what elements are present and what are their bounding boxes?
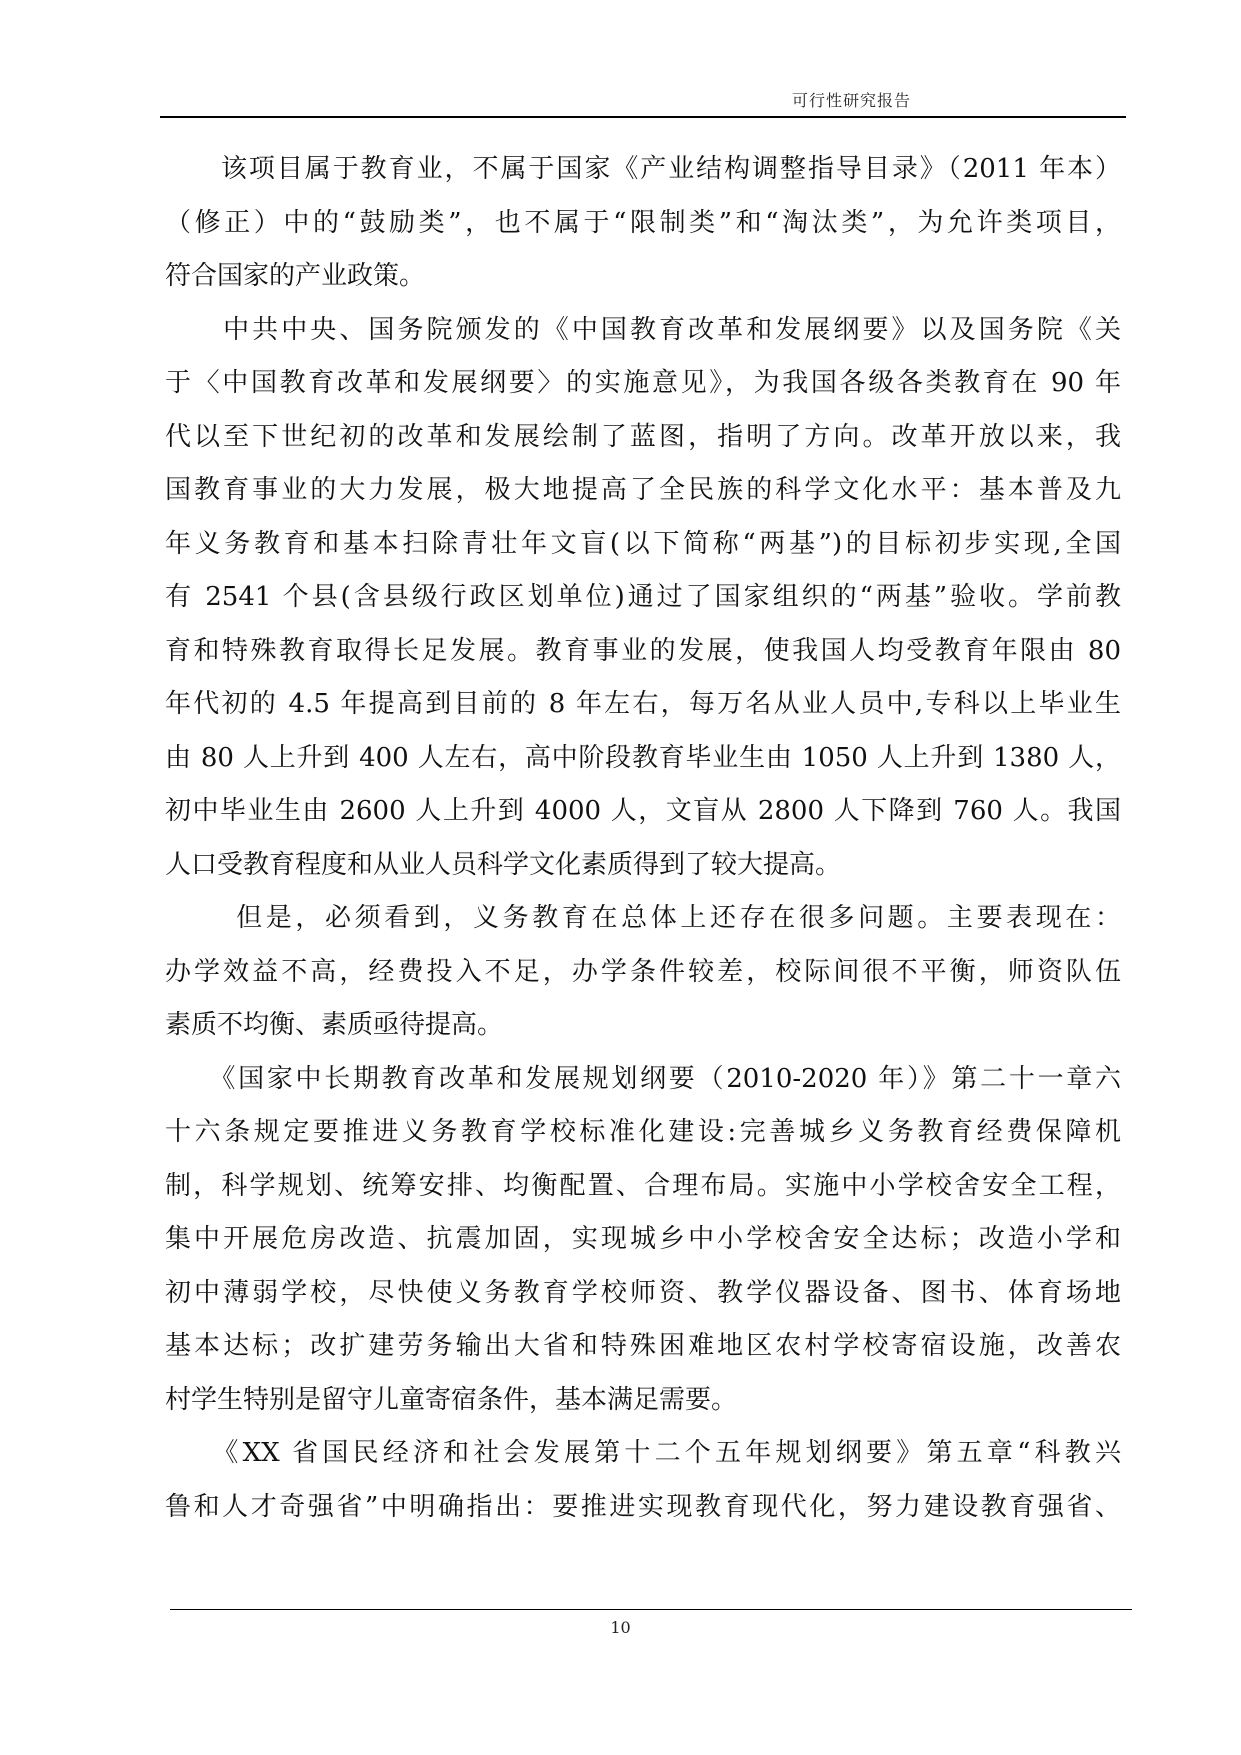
- body-line: 十六条规定要推进义务教育学校标准化建设:完善城乡义务教育经费保障机: [165, 1117, 1121, 1147]
- body-line: 由 80 人上升到 400 人左右，高中阶段教育毕业生由 1050 人上升到 1380 人，: [165, 742, 1121, 773]
- body-line: 符合国家的产业政策。: [165, 261, 426, 291]
- body-line: （修正）中的“鼓励类”，也不属于“限制类”和“淘汰类”，为允许类项目，: [165, 207, 1121, 238]
- body-line: 人口受教育程度和从业人员科学文化素质得到了较大提高。: [165, 849, 842, 880]
- document-body: [165, 143, 1121, 1534]
- body-line: 《XX 省国民经济和社会发展第十二个五年规划纲要》第五章“科教兴: [165, 1438, 1121, 1468]
- body-line: 鲁和人才奇强省”中明确指出：要推进实现教育现代化，努力建设教育强省、: [165, 1491, 1121, 1522]
- body-line: 中共中央、国务院颁发的《中国教育改革和发展纲要》以及国务院《关: [165, 314, 1121, 345]
- footer-divider: [170, 1609, 1132, 1610]
- body-line: 初中薄弱学校，尽快使义务教育学校师资、教学仪器设备、图书、体育场地: [165, 1277, 1121, 1308]
- header-divider: [160, 116, 1126, 118]
- page-header-title: 可行性研究报告: [791, 91, 911, 110]
- body-line: 初中毕业生由 2600 人上升到 4000 人，文盲从 2800 人下降到 760 人。我国: [165, 796, 1121, 826]
- body-line: 该项目属于教育业，不属于国家《产业结构调整指导目录》（2011 年本）: [165, 154, 1121, 184]
- body-line: 有 2541 个县(含县级行政区划单位)通过了国家组织的“两基”验收。学前教: [165, 582, 1121, 612]
- body-line: 办学效益不高，经费投入不足，办学条件较差，校际间很不平衡，师资队伍: [165, 956, 1121, 987]
- body-line: 基本达标；改扩建劳务输出大省和特殊困难地区农村学校寄宿设施，改善农: [165, 1331, 1121, 1361]
- body-line: 国教育事业的大力发展，极大地提高了全民族的科学文化水平：基本普及九: [165, 475, 1121, 505]
- body-line: 素质不均衡、素质亟待提高。: [165, 1010, 504, 1040]
- body-line: 年代初的 4.5 年提高到目前的 8 年左右，每万名从业人员中,专科以上毕业生: [165, 689, 1121, 719]
- body-line: 代以至下世纪初的改革和发展绘制了蓝图，指明了方向。改革开放以来，我: [165, 421, 1121, 452]
- body-line: 年义务教育和基本扫除青壮年文盲(以下简称“两基”)的目标初步实现,全国: [165, 528, 1121, 559]
- page-number: 10: [610, 1618, 631, 1637]
- body-line: 但是，必须看到，义务教育在总体上还存在很多问题。主要表现在：: [165, 903, 1121, 933]
- body-line: 于〈中国教育改革和发展纲要〉的实施意见》，为我国各级各类教育在 90 年: [165, 368, 1121, 398]
- body-line: 村学生特别是留守儿童寄宿条件，基本满足需要。: [165, 1384, 738, 1415]
- body-line: 制，科学规划、统筹安排、均衡配置、合理布局。实施中小学校舍安全工程，: [165, 1170, 1121, 1201]
- body-line: 集中开展危房改造、抗震加固，实现城乡中小学校舍安全达标；改造小学和: [165, 1224, 1121, 1254]
- body-line: 育和特殊教育取得长足发展。教育事业的发展，使我国人均受教育年限由 80: [165, 635, 1121, 666]
- body-line: 《国家中长期教育改革和发展规划纲要（2010-2020 年）》第二十一章六: [165, 1063, 1121, 1094]
